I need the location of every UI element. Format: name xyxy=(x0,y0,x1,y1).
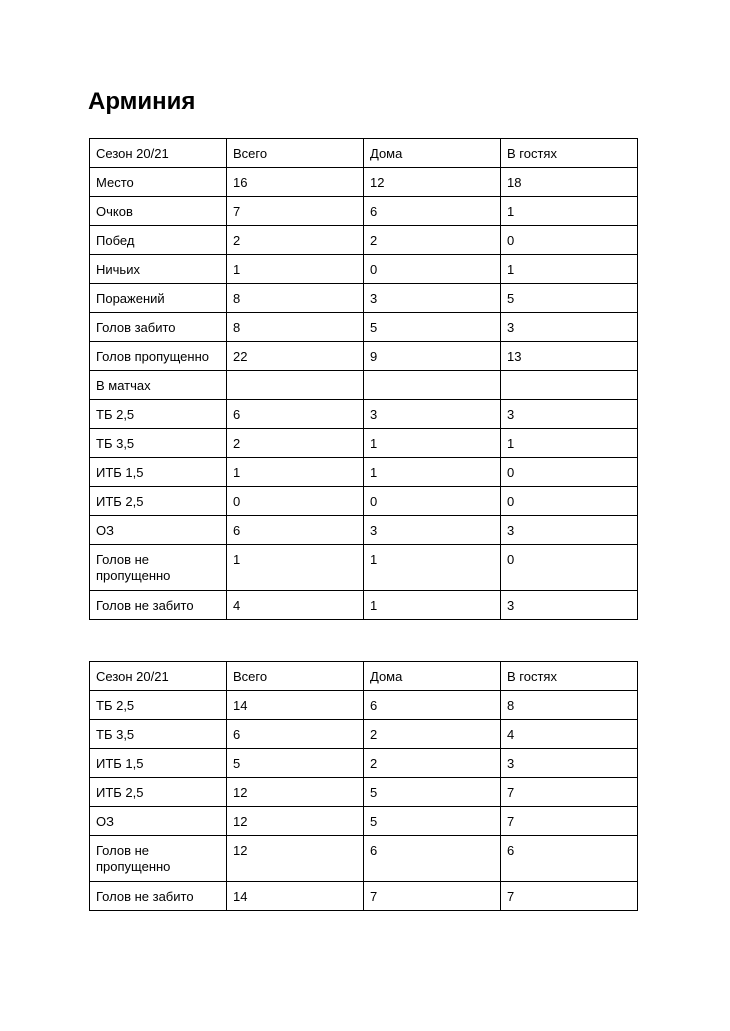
value-cell: 7 xyxy=(501,778,638,807)
row-label-cell: ИТБ 1,5 xyxy=(90,749,227,778)
table-row xyxy=(90,487,638,516)
header-cell: Сезон 20/21 xyxy=(90,662,227,691)
table-row xyxy=(90,429,638,458)
value-cell: 1 xyxy=(364,591,501,620)
value-cell: 5 xyxy=(364,778,501,807)
row-label-cell: ТБ 3,5 xyxy=(90,429,227,458)
value-cell: 1 xyxy=(227,545,364,591)
value-cell: 12 xyxy=(227,778,364,807)
table-row xyxy=(90,516,638,545)
value-cell: 4 xyxy=(501,720,638,749)
table-header-row xyxy=(90,139,638,168)
value-cell: 1 xyxy=(364,545,501,591)
value-cell: 13 xyxy=(501,342,638,371)
match-stats-table xyxy=(89,661,638,911)
table-row xyxy=(90,882,638,911)
value-cell: 3 xyxy=(501,749,638,778)
table-row xyxy=(90,749,638,778)
value-cell: 8 xyxy=(501,691,638,720)
header-cell: Дома xyxy=(364,662,501,691)
value-cell: 6 xyxy=(364,197,501,226)
value-cell: 1 xyxy=(227,458,364,487)
row-label-cell: ИТБ 2,5 xyxy=(90,778,227,807)
row-label-cell: ИТБ 1,5 xyxy=(90,458,227,487)
value-cell: 6 xyxy=(364,691,501,720)
table-row xyxy=(90,284,638,313)
value-cell: 6 xyxy=(227,720,364,749)
row-label-cell: Ничьих xyxy=(90,255,227,284)
value-cell: 4 xyxy=(227,591,364,620)
table-row xyxy=(90,313,638,342)
value-cell: 5 xyxy=(227,749,364,778)
value-cell: 14 xyxy=(227,691,364,720)
value-cell: 3 xyxy=(501,591,638,620)
header-cell: Всего xyxy=(227,139,364,168)
value-cell: 18 xyxy=(501,168,638,197)
table-row xyxy=(90,778,638,807)
value-cell: 2 xyxy=(364,720,501,749)
header-cell: Сезон 20/21 xyxy=(90,139,227,168)
row-label-cell: ОЗ xyxy=(90,807,227,836)
value-cell: 1 xyxy=(364,429,501,458)
header-cell: В гостях xyxy=(501,662,638,691)
table-row xyxy=(90,691,638,720)
value-cell: 3 xyxy=(364,400,501,429)
value-cell: 1 xyxy=(501,255,638,284)
value-cell: 1 xyxy=(501,429,638,458)
table-row xyxy=(90,458,638,487)
row-label-cell: Поражений xyxy=(90,284,227,313)
table-row xyxy=(90,545,638,591)
value-cell: 7 xyxy=(364,882,501,911)
row-label-cell: Голов пропущенно xyxy=(90,342,227,371)
value-cell: 1 xyxy=(364,458,501,487)
value-cell: 5 xyxy=(501,284,638,313)
value-cell: 0 xyxy=(501,458,638,487)
table-row xyxy=(90,720,638,749)
table-row xyxy=(90,591,638,620)
value-cell: 22 xyxy=(227,342,364,371)
value-cell: 1 xyxy=(501,197,638,226)
table-row xyxy=(90,342,638,371)
table-row xyxy=(90,807,638,836)
row-label-cell: Побед xyxy=(90,226,227,255)
value-cell: 6 xyxy=(227,400,364,429)
row-label-cell: Голов не пропущенно xyxy=(90,836,227,882)
row-label-cell: Место xyxy=(90,168,227,197)
table-row xyxy=(90,255,638,284)
value-cell xyxy=(227,371,364,400)
value-cell: 12 xyxy=(364,168,501,197)
row-label-cell: ТБ 2,5 xyxy=(90,400,227,429)
row-label-cell: ИТБ 2,5 xyxy=(90,487,227,516)
table-row xyxy=(90,226,638,255)
value-cell: 7 xyxy=(227,197,364,226)
value-cell: 6 xyxy=(501,836,638,882)
value-cell: 7 xyxy=(501,807,638,836)
table-header-row xyxy=(90,662,638,691)
value-cell: 8 xyxy=(227,284,364,313)
row-label-cell: Голов не забито xyxy=(90,591,227,620)
row-label-cell: Голов забито xyxy=(90,313,227,342)
table-row xyxy=(90,197,638,226)
value-cell: 16 xyxy=(227,168,364,197)
value-cell: 0 xyxy=(364,487,501,516)
value-cell: 0 xyxy=(227,487,364,516)
table-row xyxy=(90,400,638,429)
table-row xyxy=(90,836,638,882)
row-label-cell: Голов не пропущенно xyxy=(90,545,227,591)
value-cell: 3 xyxy=(501,313,638,342)
header-cell: В гостях xyxy=(501,139,638,168)
value-cell: 2 xyxy=(364,749,501,778)
value-cell: 2 xyxy=(227,429,364,458)
season-stats-table xyxy=(89,138,638,620)
value-cell: 5 xyxy=(364,807,501,836)
value-cell: 6 xyxy=(364,836,501,882)
value-cell: 12 xyxy=(227,807,364,836)
value-cell xyxy=(501,371,638,400)
value-cell: 7 xyxy=(501,882,638,911)
value-cell: 3 xyxy=(364,516,501,545)
row-label-cell: ТБ 2,5 xyxy=(90,691,227,720)
value-cell: 8 xyxy=(227,313,364,342)
value-cell: 2 xyxy=(227,226,364,255)
value-cell: 3 xyxy=(501,400,638,429)
value-cell: 3 xyxy=(501,516,638,545)
row-label-cell: Очков xyxy=(90,197,227,226)
value-cell: 2 xyxy=(364,226,501,255)
value-cell: 14 xyxy=(227,882,364,911)
row-label-cell: В матчах xyxy=(90,371,227,400)
page-title: Арминия xyxy=(88,88,196,115)
header-cell: Дома xyxy=(364,139,501,168)
value-cell: 0 xyxy=(501,545,638,591)
header-cell: Всего xyxy=(227,662,364,691)
value-cell: 0 xyxy=(364,255,501,284)
value-cell: 0 xyxy=(501,226,638,255)
value-cell: 9 xyxy=(364,342,501,371)
row-label-cell: ТБ 3,5 xyxy=(90,720,227,749)
value-cell: 6 xyxy=(227,516,364,545)
value-cell: 5 xyxy=(364,313,501,342)
value-cell xyxy=(364,371,501,400)
value-cell: 1 xyxy=(227,255,364,284)
table-row xyxy=(90,168,638,197)
row-label-cell: Голов не забито xyxy=(90,882,227,911)
table-row xyxy=(90,371,638,400)
value-cell: 3 xyxy=(364,284,501,313)
value-cell: 0 xyxy=(501,487,638,516)
value-cell: 12 xyxy=(227,836,364,882)
row-label-cell: ОЗ xyxy=(90,516,227,545)
